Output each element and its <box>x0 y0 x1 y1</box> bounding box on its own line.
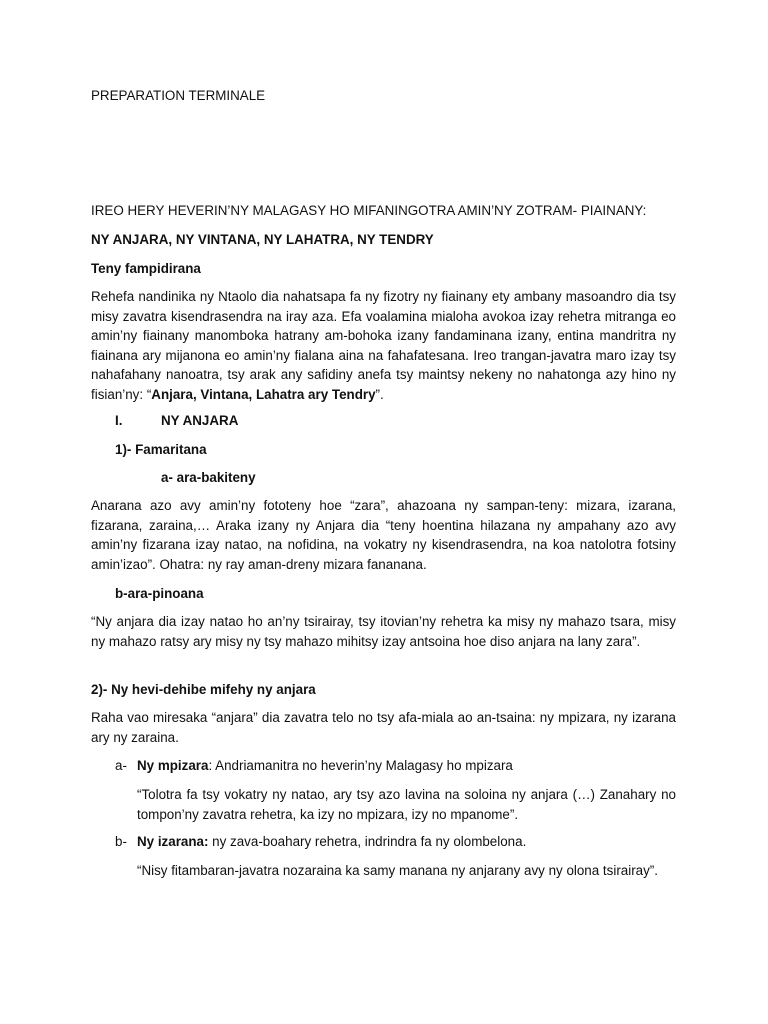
intro-heading: Teny fampidirana <box>91 261 201 276</box>
subsection-1-heading: 1)- Famaritana <box>115 442 207 457</box>
subsection-2-heading: 2)- Ny hevi-dehibe mifehy ny anjara <box>91 682 316 697</box>
quote-b: “Nisy fitambaran-javatra nozaraina ka samy manana ny anjarany avy ny olona tsirairay”. <box>137 863 658 878</box>
intro-text: Rehefa nandinika ny Ntaolo dia nahatsapa fa ny fizotry ny fiainany ety ambany masoandro dia tsy misy zavatra kisendrasendra na iray aza. Efa voalamina mialoha avokoa izay rehetra mitranga eo amin’ny fiainany manomboka hatrany am-bohoka izany fandaminana izany, entina mandritra ny fiainana ary mijanona eo amin’ny fialana aina na fahafatesana. Ireo trangan-javatra maro izay tsy nahafahany nanoatra, tsy arak any safidiny anefa tsy maintsy nekeny no nahatonga azy hino ny fisian’ny: “ <box>91 289 676 402</box>
paragraph-hevi-dehibe: Raha vao miresaka “anjara” dia zavatra telo no tsy afa-miala ao an-tsaina: ny mpizara, ny izarana ary ny zaraina. <box>91 710 676 745</box>
list-item-a-bold: Ny mpizara <box>137 758 209 773</box>
paragraph-ara-bakiteny: Anarana azo avy amin’ny fototeny hoe “zara”, ahazoana ny sampan-teny: mizara, izarana, fizarana, zaraina,… Araka izany ny Anjara dia “teny hoentina hilazana ny ampahany azo avy amin’ny fizarana izay natao, na nofidina, na vokatry ny kisendrasendra, na koa natolotra fotsiny amin’izao”. Ohatra: ny ray aman-dreny mizara fananana. <box>91 498 676 572</box>
list-item-b-letter: b- <box>115 834 127 849</box>
list-item-b-text: ny zava-boahary rehetra, indrindra fa ny olombelona. <box>208 834 527 849</box>
document-subtitle: NY ANJARA, NY VINTANA, NY LAHATRA, NY TENDRY <box>91 232 434 247</box>
quote-a: “Tolotra fa tsy vokatry ny natao, ary tsy azo lavina na soloina ny anjara (…) Zanahary no tompon’ny zavatra rehetra, ka izy no mpizara, izy no mpanome”. <box>137 787 676 822</box>
list-item-b <box>115 832 676 852</box>
list-item-a-text: : Andriamanitra no heverin’ny Malagasy ho mpizara <box>208 758 513 773</box>
list-item-a <box>115 756 676 776</box>
intro-bold-text: Anjara, Vintana, Lahatra ary Tendry <box>151 386 376 402</box>
section-1-title: NY ANJARA <box>161 413 239 428</box>
list-item-a-letter: a- <box>115 758 127 773</box>
document-title: IREO HERY HEVERIN’NY MALAGASY HO MIFANINGOTRA AMIN’NY ZOTRAM- PIAINANY: <box>91 203 647 218</box>
document-header: PREPARATION TERMINALE <box>91 88 266 103</box>
subsection-1a-heading: a- ara-bakiteny <box>161 470 256 485</box>
subsection-1b-heading: b-ara-pinoana <box>115 586 204 601</box>
intro-paragraph <box>91 287 676 404</box>
section-1-number: I. <box>115 413 123 428</box>
paragraph-ara-pinoana: “Ny anjara dia izay natao ho an’ny tsirairay, tsy itovian’ny rehetra ka misy ny mahazo tsara, misy ny mahazo ratsy ary misy ny tsy mahazo mihitsy izay antsoina hoe diso anjara na lany zara”. <box>91 614 676 649</box>
list-item-b-bold: Ny izarana: <box>137 834 209 849</box>
intro-end-text: ”. <box>375 386 384 402</box>
section-1-heading <box>115 411 676 431</box>
